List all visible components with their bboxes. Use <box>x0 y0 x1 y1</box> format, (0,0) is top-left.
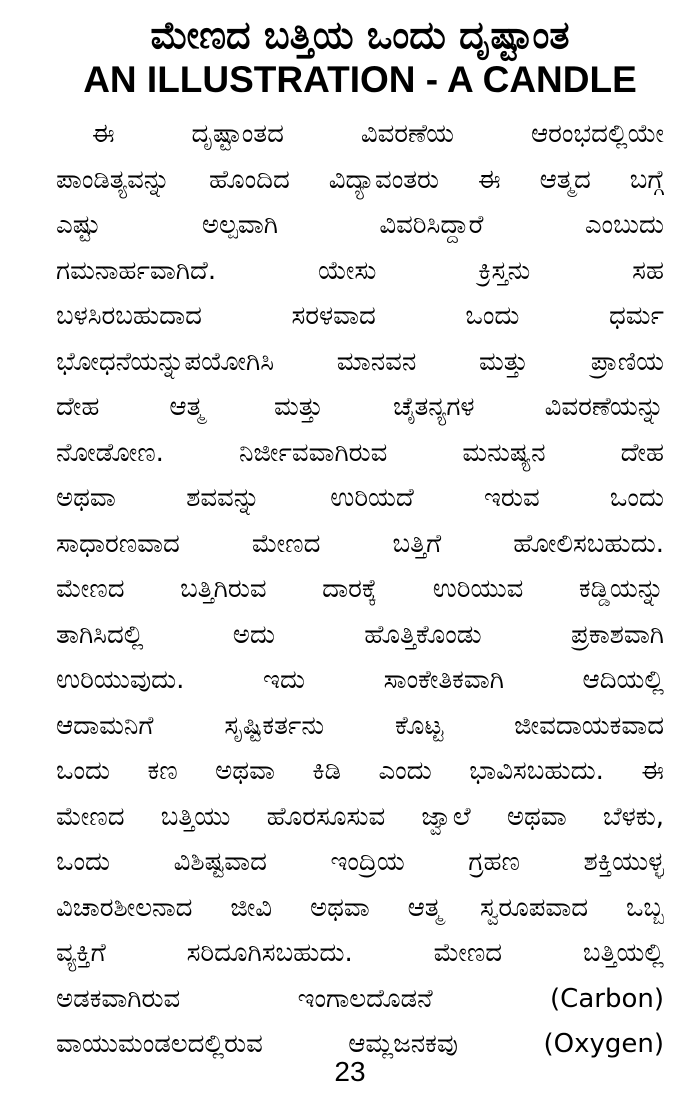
text-line: ವಾಯುಮಂಡಲದಲ್ಲಿರುವ ಆಮ್ಲಜನಕವು (Oxygen) <box>56 1029 664 1059</box>
text-line: ಉರಿಯುವುದು. ಇದು ಸಾಂಕೇತಿಕವಾಗಿ ಆದಿಯಲ್ಲಿ <box>56 665 664 695</box>
body-text <box>56 112 664 1068</box>
text-line: ಸಾಧಾರಣವಾದ ಮೇಣದ ಬತ್ತಿಗೆ ಹೋಲಿಸಬಹುದು. <box>56 528 664 559</box>
text-line: ಅಥವಾ ಶವವನ್ನು ಉರಿಯದೆ ಇರುವ ಒಂದು <box>56 483 664 513</box>
page-number: 23 <box>334 1056 366 1087</box>
chapter-title-kannada: ಮೇಣದ ಬತ್ತಿಯ ಒಂದು ದೃಷ್ಟಾಂತ <box>150 12 570 57</box>
text-line: ವಿಚಾರಶೀಲನಾದ ಜೀವಿ ಅಥವಾ ಆತ್ಮ ಸ್ವರೂಪವಾದ ಒಬ್ಬ <box>56 892 664 923</box>
text-line: ಗಮನಾರ್ಹವಾಗಿದೆ. ಯೇಸು ಕ್ರಿಸ್ತನು ಸಹ <box>56 255 664 286</box>
text-line: ಪಾಂಡಿತ್ಯವನ್ನು ಹೊಂದಿದ ವಿದ್ಯಾವಂತರು ಈ ಆತ್ಮದ ಬಗ್ಗೆ <box>56 164 664 195</box>
text-line: ಆದಾಮನಿಗೆ ಸೃಷ್ಟಿಕರ್ತನು ಕೊಟ್ಟ ಜೀವದಾಯಕವಾದ <box>56 710 664 741</box>
text-line: ಬಳಸಿರಬಹುದಾದ ಸರಳವಾದ ಒಂದು ಧರ್ಮ <box>56 301 664 331</box>
text-line: ಒಂದು ವಿಶಿಷ್ಟವಾದ ಇಂದ್ರಿಯ ಗ್ರಹಣ ಶಕ್ತಿಯುಳ್ಳ <box>56 847 664 877</box>
text-line: ನೋಡೋಣ. ನಿರ್ಜೀವವಾಗಿರುವ ಮನುಷ್ಯನ ದೇಹ <box>56 437 664 468</box>
text-line: ತಾಗಿಸಿದಲ್ಲಿ ಅದು ಹೊತ್ತಿಕೊಂಡು ಪ್ರಕಾಶವಾಗಿ <box>56 619 664 650</box>
chapter-title-english: AN ILLUSTRATION - A CANDLE <box>83 59 637 100</box>
text-line: ದೇಹ ಆತ್ಮ ಮತ್ತು ಚೈತನ್ಯಗಳ ವಿವರಣೆಯನ್ನು <box>56 392 664 422</box>
text-line: ವ್ಯಕ್ತಿಗೆ ಸರಿದೂಗಿಸಬಹುದು. ಮೇಣದ ಬತ್ತಿಯಲ್ಲಿ <box>56 938 664 968</box>
text-line: ಮೇಣದ ಬತ್ತಿಗಿರುವ ದಾರಕ್ಕೆ ಉರಿಯುವ ಕಡ್ಡಿಯನ್ನು <box>56 574 664 604</box>
text-line: ಅಡಕವಾಗಿರುವ ಇಂಗಾಲದೊಡನೆ (Carbon) <box>56 983 664 1014</box>
text-line: ಎಷ್ಟು ಅಲ್ಪವಾಗಿ ವಿವರಿಸಿದ್ದಾರೆ ಎಂಬುದು <box>56 210 664 240</box>
text-line: ಒಂದು ಕಣ ಅಥವಾ ಕಿಡಿ ಎಂದು ಭಾವಿಸಬಹುದು. ಈ <box>56 756 664 786</box>
text-line: ಮೇಣದ ಬತ್ತಿಯು ಹೊರಸೂಸುವ ಜ್ವಾಲೆ ಅಥವಾ ಬೆಳಕು, <box>56 801 664 832</box>
text-line: ಈ ದೃಷ್ಟಾಂತದ ವಿವರಣೆಯ ಆರಂಭದಲ್ಲಿಯೇ <box>92 119 664 149</box>
text-line: ಭೋಧನೆಯನ್ನುಪಯೋಗಿಸಿ ಮಾನವನ ಮತ್ತು ಪ್ರಾಣಿಯ <box>56 346 664 377</box>
